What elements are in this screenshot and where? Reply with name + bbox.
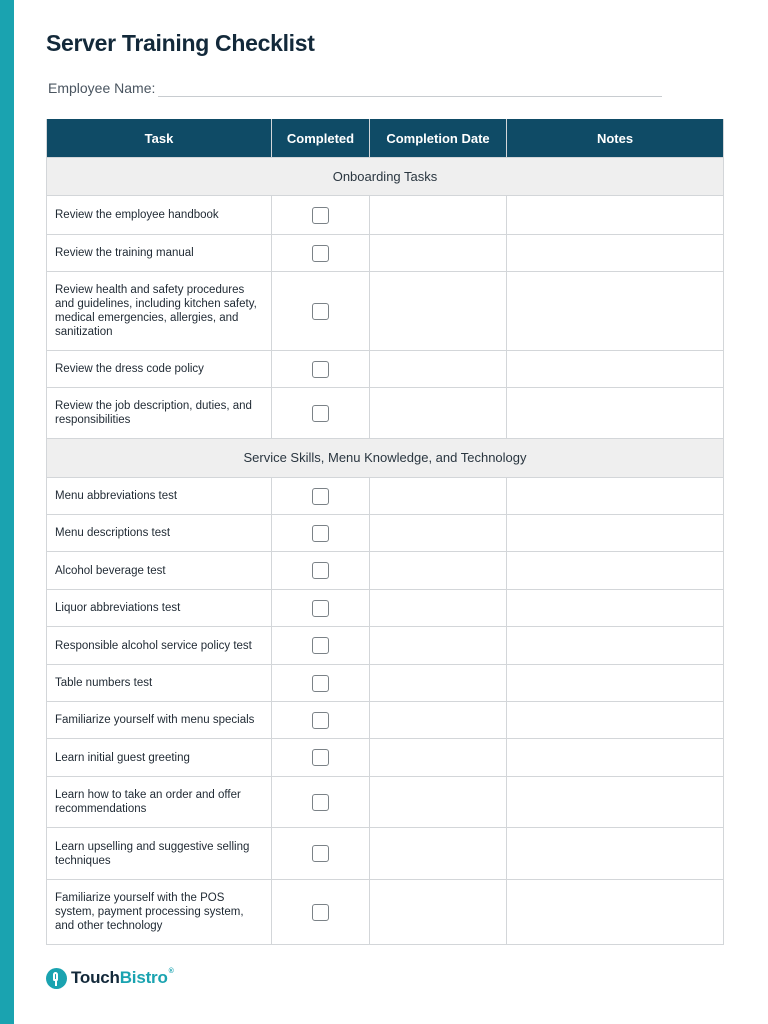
notes-cell[interactable] bbox=[507, 590, 724, 627]
table-row bbox=[47, 515, 724, 552]
column-header-completed: Completed bbox=[272, 119, 370, 158]
completed-cell bbox=[272, 235, 370, 272]
table-row bbox=[47, 777, 724, 828]
notes-cell[interactable] bbox=[507, 828, 724, 880]
completed-cell bbox=[272, 702, 370, 739]
section-row bbox=[47, 439, 724, 478]
completed-cell bbox=[272, 515, 370, 552]
completion-date-cell[interactable] bbox=[370, 351, 507, 388]
completed-checkbox[interactable] bbox=[312, 562, 329, 579]
task-label: Familiarize yourself with menu specials bbox=[47, 702, 272, 739]
completed-cell bbox=[272, 351, 370, 388]
completed-cell bbox=[272, 272, 370, 351]
table-row bbox=[47, 272, 724, 351]
notes-cell[interactable] bbox=[507, 739, 724, 777]
accent-side-bar bbox=[0, 0, 14, 1024]
completed-cell bbox=[272, 777, 370, 828]
employee-name-row bbox=[48, 80, 662, 98]
completion-date-cell[interactable] bbox=[370, 272, 507, 351]
completed-checkbox[interactable] bbox=[312, 845, 329, 862]
task-label: Menu abbreviations test bbox=[47, 478, 272, 515]
completion-date-cell[interactable] bbox=[370, 777, 507, 828]
completed-cell bbox=[272, 590, 370, 627]
section-title: Service Skills, Menu Knowledge, and Technology bbox=[47, 439, 724, 478]
notes-cell[interactable] bbox=[507, 880, 724, 945]
table-row bbox=[47, 388, 724, 439]
table-row bbox=[47, 478, 724, 515]
task-label: Learn upselling and suggestive selling techniques bbox=[47, 828, 272, 880]
page-title: Server Training Checklist bbox=[46, 30, 315, 56]
completed-cell bbox=[272, 196, 370, 235]
completed-checkbox[interactable] bbox=[312, 600, 329, 617]
completion-date-cell[interactable] bbox=[370, 880, 507, 945]
completed-checkbox[interactable] bbox=[312, 405, 329, 422]
completion-date-cell[interactable] bbox=[370, 552, 507, 590]
task-label: Review the training manual bbox=[47, 235, 272, 272]
completion-date-cell[interactable] bbox=[370, 627, 507, 665]
notes-cell[interactable] bbox=[507, 515, 724, 552]
completed-checkbox[interactable] bbox=[312, 361, 329, 378]
task-label: Alcohol beverage test bbox=[47, 552, 272, 590]
checklist-table bbox=[46, 119, 724, 945]
completed-cell bbox=[272, 478, 370, 515]
completed-checkbox[interactable] bbox=[312, 525, 329, 542]
task-label: Responsible alcohol service policy test bbox=[47, 627, 272, 665]
completed-cell bbox=[272, 665, 370, 702]
notes-cell[interactable] bbox=[507, 478, 724, 515]
notes-cell[interactable] bbox=[507, 235, 724, 272]
notes-cell[interactable] bbox=[507, 665, 724, 702]
completed-cell bbox=[272, 627, 370, 665]
completed-checkbox[interactable] bbox=[312, 488, 329, 505]
completed-checkbox[interactable] bbox=[312, 245, 329, 262]
touchbistro-logo bbox=[46, 966, 174, 990]
completed-cell bbox=[272, 552, 370, 590]
task-label: Review the employee handbook bbox=[47, 196, 272, 235]
completed-checkbox[interactable] bbox=[312, 712, 329, 729]
task-label: Table numbers test bbox=[47, 665, 272, 702]
column-header-notes: Notes bbox=[507, 119, 724, 158]
completed-checkbox[interactable] bbox=[312, 794, 329, 811]
notes-cell[interactable] bbox=[507, 196, 724, 235]
completed-cell bbox=[272, 880, 370, 945]
completion-date-cell[interactable] bbox=[370, 590, 507, 627]
notes-cell[interactable] bbox=[507, 627, 724, 665]
table-row bbox=[47, 828, 724, 880]
table-row bbox=[47, 665, 724, 702]
completed-checkbox[interactable] bbox=[312, 207, 329, 224]
notes-cell[interactable] bbox=[507, 777, 724, 828]
notes-cell[interactable] bbox=[507, 702, 724, 739]
table-row bbox=[47, 235, 724, 272]
completed-checkbox[interactable] bbox=[312, 303, 329, 320]
task-label: Liquor abbreviations test bbox=[47, 590, 272, 627]
table-row bbox=[47, 196, 724, 235]
completion-date-cell[interactable] bbox=[370, 235, 507, 272]
notes-cell[interactable] bbox=[507, 351, 724, 388]
table-row bbox=[47, 880, 724, 945]
task-label: Review health and safety procedures and guidelines, including kitchen safety, medical emergencies, allergies, and sanitization bbox=[47, 272, 272, 351]
completed-cell bbox=[272, 739, 370, 777]
completion-date-cell[interactable] bbox=[370, 828, 507, 880]
logo-wordmark: TouchBistro® bbox=[71, 968, 174, 987]
task-label: Review the dress code policy bbox=[47, 351, 272, 388]
table-header-row bbox=[47, 119, 724, 158]
task-label: Learn how to take an order and offer recommendations bbox=[47, 777, 272, 828]
completed-cell bbox=[272, 828, 370, 880]
employee-name-field[interactable] bbox=[158, 96, 662, 97]
table-row bbox=[47, 739, 724, 777]
task-label: Learn initial guest greeting bbox=[47, 739, 272, 777]
column-header-completion-date: Completion Date bbox=[370, 119, 507, 158]
task-label: Review the job description, duties, and responsibilities bbox=[47, 388, 272, 439]
completion-date-cell[interactable] bbox=[370, 388, 507, 439]
completed-checkbox[interactable] bbox=[312, 749, 329, 766]
notes-cell[interactable] bbox=[507, 388, 724, 439]
table-row bbox=[47, 627, 724, 665]
employee-name-label: Employee Name: bbox=[48, 80, 156, 96]
notes-cell[interactable] bbox=[507, 272, 724, 351]
completion-date-cell[interactable] bbox=[370, 739, 507, 777]
completed-checkbox[interactable] bbox=[312, 675, 329, 692]
completion-date-cell[interactable] bbox=[370, 515, 507, 552]
completed-checkbox[interactable] bbox=[312, 904, 329, 921]
completion-date-cell[interactable] bbox=[370, 665, 507, 702]
table-row bbox=[47, 590, 724, 627]
completion-date-cell[interactable] bbox=[370, 478, 507, 515]
task-label: Menu descriptions test bbox=[47, 515, 272, 552]
touchbistro-logo-icon bbox=[46, 968, 67, 989]
table-row bbox=[47, 351, 724, 388]
table-row bbox=[47, 702, 724, 739]
completed-checkbox[interactable] bbox=[312, 637, 329, 654]
table-row bbox=[47, 552, 724, 590]
section-row bbox=[47, 158, 724, 196]
completion-date-cell[interactable] bbox=[370, 702, 507, 739]
section-title: Onboarding Tasks bbox=[47, 158, 724, 196]
column-header-task: Task bbox=[47, 119, 272, 158]
task-label: Familiarize yourself with the POS system, payment processing system, and other technology bbox=[47, 880, 272, 945]
notes-cell[interactable] bbox=[507, 552, 724, 590]
completion-date-cell[interactable] bbox=[370, 196, 507, 235]
completed-cell bbox=[272, 388, 370, 439]
